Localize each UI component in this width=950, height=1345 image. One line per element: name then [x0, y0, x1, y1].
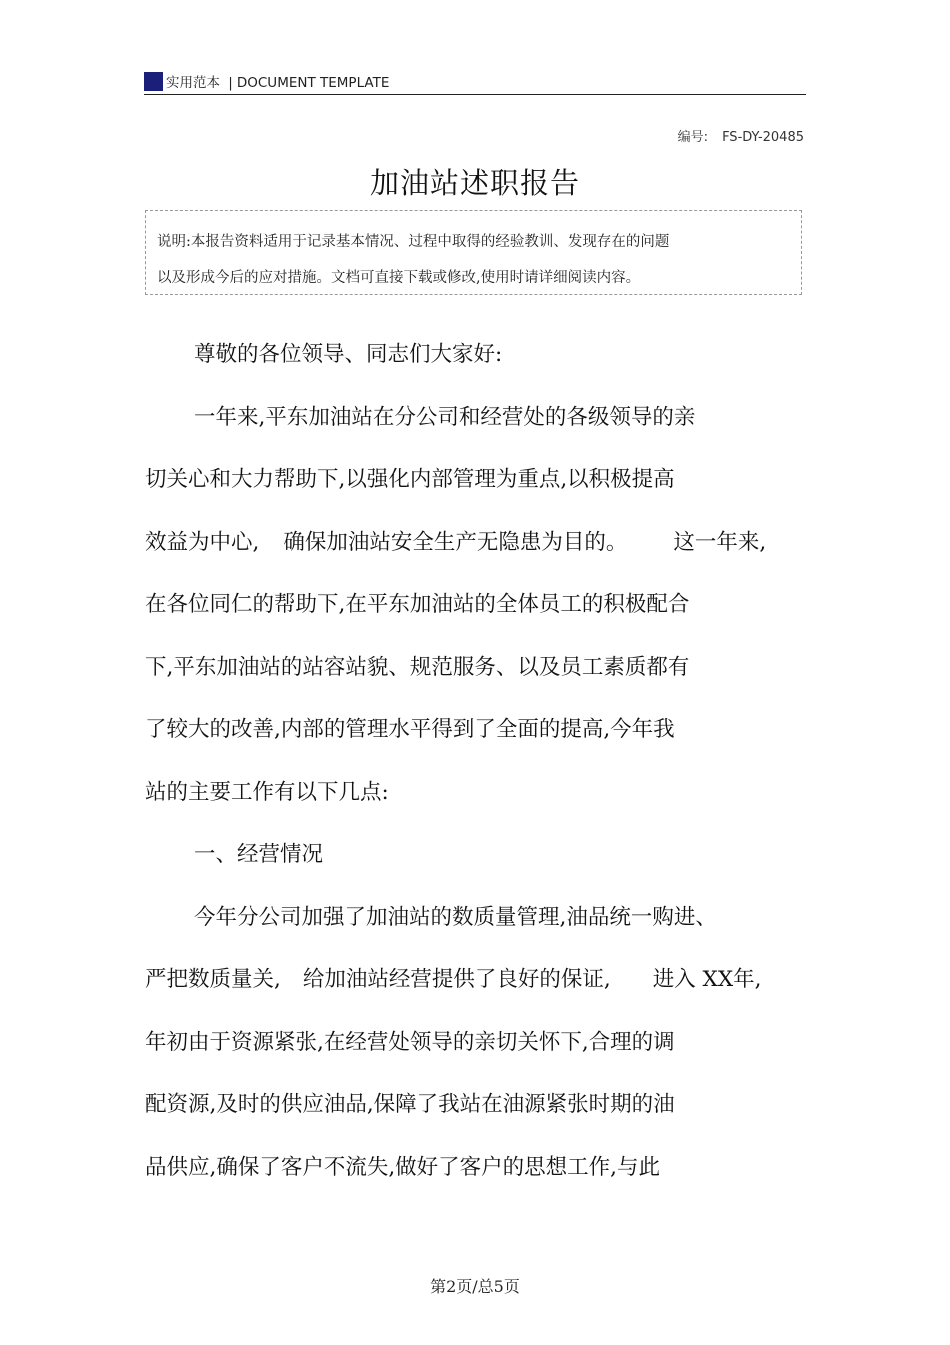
header-brand: 实用范本 [166, 75, 220, 91]
section-heading: 一、经营情况 [194, 842, 324, 867]
paragraph-line: 年初由于资源紧张,在经营处领导的亲切关怀下,合理的调 [145, 1029, 675, 1055]
paragraph-line [145, 521, 805, 584]
paragraph-line: 下,平东加油站的站容站貌、规范服务、以及员工素质都有 [145, 654, 690, 680]
header-text [166, 71, 389, 91]
paragraph-line: 品供应,确保了客户不流失,做好了客户的思想工作,与此 [145, 1154, 661, 1180]
description-line-1: 说明:本报告资料适用于记录基本情况、过程中取得的经验教训、发现存在的问题 [157, 234, 670, 250]
header-subtitle: DOCUMENT TEMPLATE [236, 75, 390, 91]
paragraph-line: 今年分公司加强了加油站的数质量管理,油品统一购进、 [194, 904, 717, 930]
document-body [145, 333, 805, 1208]
header-separator: | [228, 75, 233, 91]
page-header [144, 68, 806, 95]
description-line-2: 以及形成今后的应对措施。文档可直接下载或修改,使用时请详细阅读内容。 [157, 270, 641, 286]
paragraph-line: 配资源,及时的供应油品,保障了我站在油源紧张时期的油 [145, 1092, 675, 1117]
document-number-value: FS-DY-20485 [722, 130, 804, 145]
paragraph-line: 在各位同仁的帮助下,在平东加油站的全体员工的积极配合 [145, 592, 690, 617]
paragraph-line [145, 958, 805, 1021]
text-segment: 进入 XX年, [652, 967, 762, 992]
paragraph-line: 了较大的改善,内部的管理水平得到了全面的提高,今年我 [145, 717, 675, 742]
text-segment: 给加油站经营提供了良好的保证, [302, 967, 611, 992]
page-footer: 第2页/总5页 [430, 1277, 520, 1296]
paragraph-line: 切关心和大力帮助下,以强化内部管理为重点,以积极提高 [145, 467, 675, 492]
text-segment: 这一年来, [673, 529, 767, 555]
text-segment: 效益为中心, [145, 529, 260, 555]
text-segment: 严把数质量关, [145, 967, 281, 992]
description-box [145, 210, 802, 295]
document-number-label: 编号: [677, 130, 709, 145]
text-segment: 确保加油站安全生产无隐患为目的。 [283, 529, 628, 555]
document-number [678, 126, 804, 145]
paragraph-line: 一年来,平东加油站在分公司和经营处的各级领导的亲 [194, 404, 696, 430]
paragraph-line: 站的主要工作有以下几点: [145, 779, 389, 805]
greeting: 尊敬的各位领导、同志们大家好: [194, 342, 503, 367]
brand-logo-square [144, 72, 163, 91]
document-title: 加油站述职报告 [369, 166, 580, 200]
